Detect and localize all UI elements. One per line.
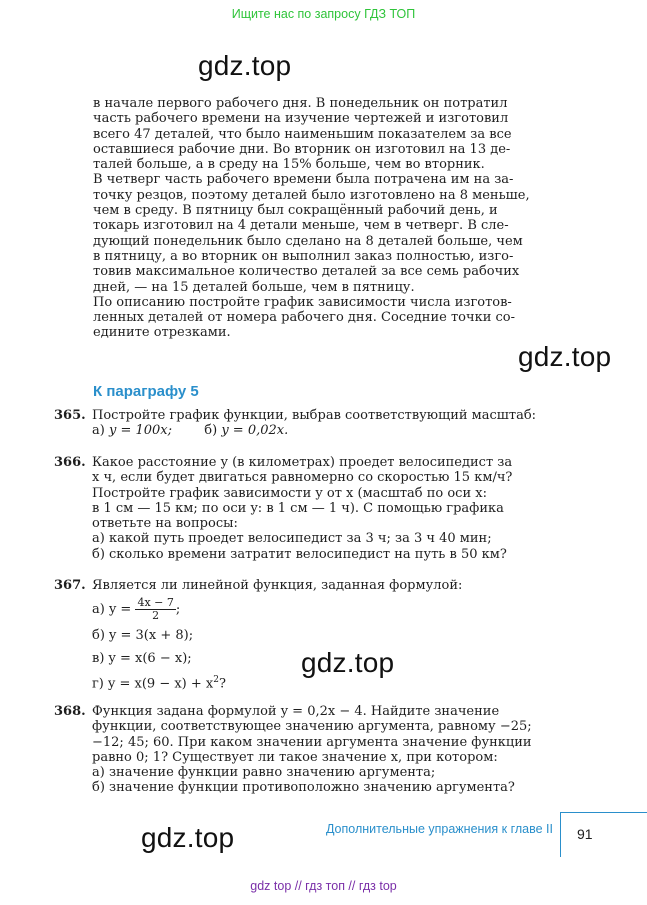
chapter-footer: Дополнительные упражнения к главе II [325,822,553,836]
problem-number: 368. [54,704,86,719]
formula-prefix: г) y = x(9 − x) + x [92,676,214,692]
numerator: 4x − 7 [137,596,174,610]
problem-number: 367. [54,578,86,593]
text-line: −12; 45; 60. При каком значении аргумента значение функции [92,734,532,750]
option-label: б) [204,423,218,439]
problem-365 [54,408,562,439]
option-c: в) y = x(6 − x); [92,650,192,666]
denominator: 2 [152,609,160,623]
formula-prefix: а) y = [92,602,132,618]
text-line: равно 0; 1? Существует ли такое значение x, при котором: [92,749,498,765]
answer-options [92,423,562,438]
option-label: а) [92,423,105,439]
watermark: gdz.top [518,341,612,372]
exponent: 2 [213,674,219,685]
text-line: Постройте график функции, выбрав соответствующий масштаб: [92,408,537,423]
watermark: gdz.top [141,822,235,853]
text-line: дующий понедельник было сделано на 8 деталей больше, чем [93,233,523,249]
intro-paragraph [93,96,561,341]
option-b: б) y = 3(x + 8); [92,628,194,644]
text-line: точку резцов, поэтому деталей было изготовлено на 8 меньше, [93,187,530,203]
problem-number: 365. [54,408,86,423]
text-line: всего 47 деталей, что было наименьшим показателем за все [93,126,512,142]
text-line: б) сколько времени затратит велосипедист на путь в 50 км? [92,546,507,562]
text-line: а) какой путь проедет велосипедист за 3 ч; за 3 ч 40 мин; [92,531,492,547]
text-line: Постройте график зависимости y от x (масштаб по оси x: [92,485,487,501]
text-line: в начале первого рабочего дня. В понедельник он потратил [93,96,508,111]
top-banner: Ищите нас по запросу ГДЗ ТОП [231,7,416,21]
text-line: б) значение функции противоположно значению аргумента? [92,780,515,796]
formula-suffix: ? [218,676,226,692]
text-line: функции, соответствующее значению аргумента, равному −25; [92,719,532,735]
page-number: 91 [577,826,593,842]
text-line: x ч, если будет двигаться равномерно со скоростью 15 км/ч? [92,470,513,486]
formula: y = 0,02x. [221,423,289,439]
problem-368 [54,704,562,796]
text-line: талей больше, а в среду на 15% больше, чем во вторник. [93,157,485,173]
text-line: По описанию постройте график зависимости числа изготов- [93,294,512,310]
option-a [92,597,562,622]
text-line: в 1 см — 15 км; по оси y: в 1 см — 1 ч). С помощью графика [92,500,504,516]
text-line: Является ли линейной функция, заданная формулой: [92,578,463,593]
text-line: в пятницу, а во вторник он выполнил заказ полностью, изго- [93,248,514,264]
text-line: оставшиеся рабочие дни. Во вторник он изготовил на 13 де- [93,141,511,157]
text-line: ответьте на вопросы: [92,516,238,532]
text-line: дней, — на 15 деталей больше, чем в пятницу. [93,279,415,295]
formula: y = 100x; [108,423,172,439]
formula-suffix: ; [175,602,181,618]
option-d [92,673,562,692]
text-line: Функция задана формулой y = 0,2x − 4. Найдите значение [92,704,500,719]
text-line: товив максимальное количество деталей за все семь рабочих [93,264,520,280]
text-line: токарь изготовил на 4 детали меньше, чем в четверг. В сле- [93,218,509,234]
text-line: Какое расстояние y (в километрах) проедет велосипедист за [92,455,513,470]
problem-number: 366. [54,455,86,470]
text-line: а) значение функции равно значению аргумента; [92,765,436,781]
text-line: чем в среду. В пятницу был сокращённый рабочий день, и [93,203,498,219]
watermark: gdz.top [198,50,292,81]
section-title: К параграфу 5 [93,383,199,400]
watermark: gdz.top [301,647,395,678]
text-line: едините отрезками. [93,325,231,341]
text-line: ленных деталей от номера рабочего дня. Соседние точки со- [93,310,515,326]
problem-367 [54,578,562,692]
page-number-frame [560,812,647,857]
problem-366 [54,455,562,562]
text-line: В четверг часть рабочего времени была потрачена им на за- [93,172,514,188]
bottom-banner: gdz top // гдз топ // гдз top [250,879,397,893]
fraction [135,597,175,622]
text-line: часть рабочего времени на изучение чертежей и изготовил [93,111,509,127]
